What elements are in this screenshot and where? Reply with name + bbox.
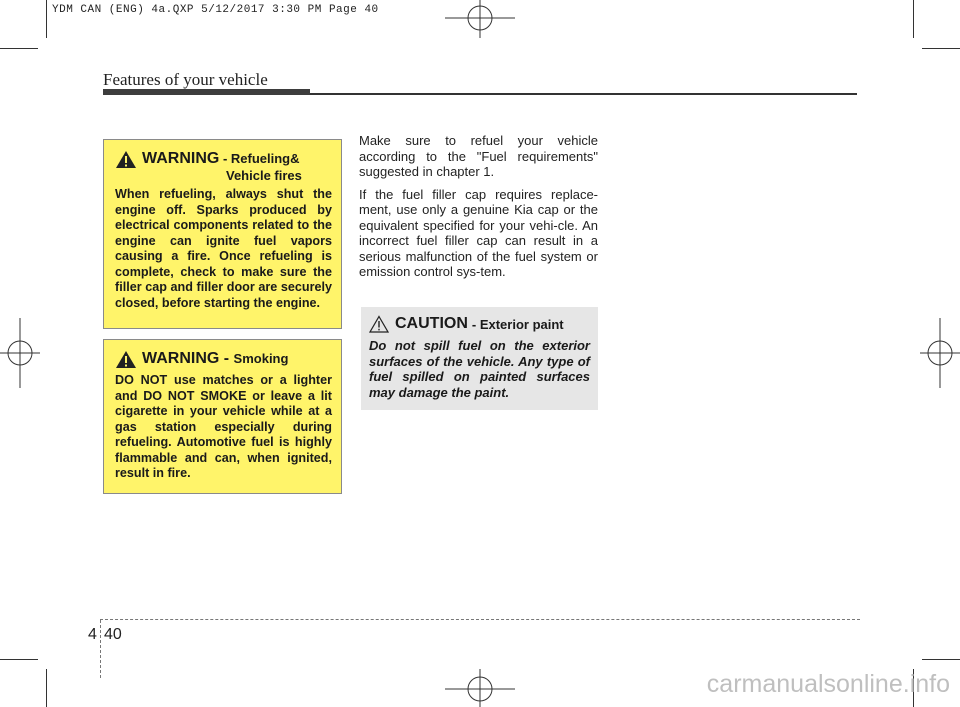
warning-subheading-line2: Vehicle fires bbox=[226, 168, 302, 183]
registration-mark-left bbox=[0, 318, 42, 388]
footer-rule bbox=[100, 619, 860, 620]
body-text bbox=[359, 133, 598, 287]
header-rule-thick bbox=[103, 89, 310, 95]
body-paragraph: If the fuel filler cap requires replace-ment, use only a genuine Kia cap or the equivalent specified for your vehi-cle. An incorrect fuel filler cap can result in a serious malfunction of the fuel system or emission control sys-tem. bbox=[359, 186, 598, 279]
warning-body: When refueling, always shut the engine off. Sparks produced by electrical components related to the engine can ignite fuel vapors causing a fire. Once refueling is complete, check to make sure the filler cap and filler door are securely closed, before starting the engine. bbox=[115, 187, 332, 310]
print-slug: YDM CAN (ENG) 4a.QXP 5/12/2017 3:30 PM Page 40 bbox=[52, 4, 379, 16]
caution-subheading: - Exterior paint bbox=[471, 316, 564, 332]
chapter-number: 4 bbox=[88, 626, 97, 643]
caution-title bbox=[369, 315, 590, 333]
warning-subheading: Smoking bbox=[233, 351, 289, 366]
caution-heading: CAUTION bbox=[395, 315, 468, 332]
caution-body: Do not spill fuel on the exterior surfaces of the vehicle. Any type of fuel spilled on painted surfaces may damage the paint. bbox=[369, 338, 590, 400]
section-title: Features of your vehicle bbox=[103, 70, 268, 89]
warning-title bbox=[115, 150, 332, 183]
warning-box-refueling bbox=[103, 139, 342, 329]
registration-mark-bottom bbox=[445, 667, 515, 707]
warning-triangle-icon bbox=[115, 150, 137, 169]
registration-mark-top bbox=[445, 0, 515, 40]
body-paragraph: Make sure to refuel your vehicle according to the "Fuel requirements" suggested in chapter 1. bbox=[359, 133, 598, 179]
warning-triangle-icon bbox=[115, 350, 137, 369]
footer-divider bbox=[100, 620, 101, 678]
warning-title bbox=[115, 350, 332, 369]
warning-subheading: - Refueling& bbox=[219, 151, 300, 166]
warning-heading: WARNING - bbox=[142, 350, 234, 367]
warning-box-smoking bbox=[103, 339, 342, 494]
warning-heading: WARNING bbox=[142, 150, 220, 167]
registration-mark-right bbox=[918, 318, 960, 388]
page-number: 40 bbox=[104, 626, 122, 643]
caution-box-exterior-paint bbox=[361, 307, 598, 410]
caution-triangle-icon bbox=[369, 315, 389, 333]
header-rule-thin bbox=[310, 93, 857, 95]
warning-body: DO NOT use matches or a lighter and DO NOT SMOKE or leave a lit cigarette in your vehicle while at a gas station especially during refueling. Automotive fuel is highly flammable and can, when ignited, result in fire. bbox=[115, 373, 332, 480]
watermark: carmanualsonline.info bbox=[706, 670, 950, 698]
